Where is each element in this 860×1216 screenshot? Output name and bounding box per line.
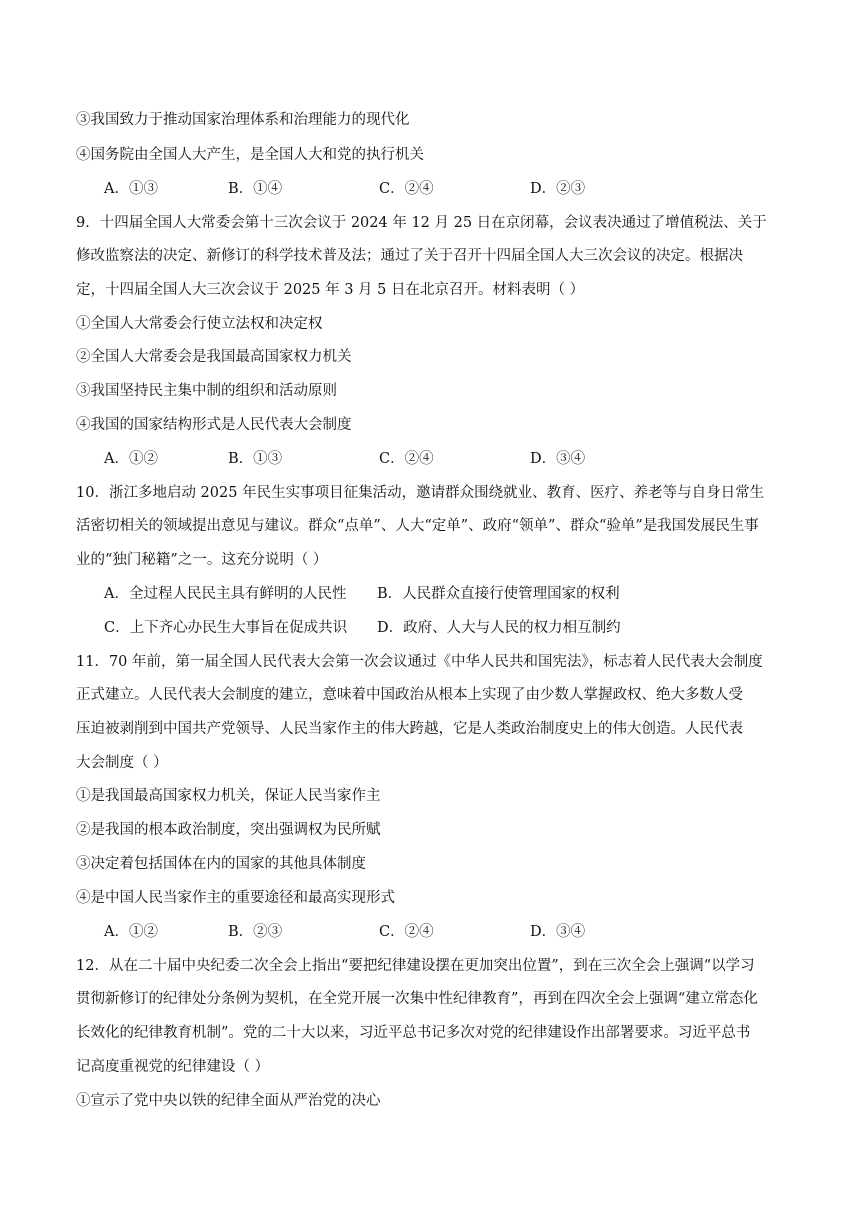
q10-option-b[interactable]: B．人民群众直接行使管理国家的权利	[377, 586, 620, 602]
q11-option-a[interactable]: A．①②	[104, 924, 158, 940]
q11-option-b[interactable]: B．②③	[228, 924, 283, 940]
q11-stem-line: 大会制度（ ）	[76, 755, 168, 771]
q12-stem-line: 记高度重视党的纪律建设（ ）	[76, 1059, 270, 1075]
q12-stem-line: 长效化的纪律教育机制”。党的二十大以来，习近平总书记多次对党的纪律建设作出部署要求。习近平总书	[76, 1025, 751, 1041]
q11-option-d[interactable]: D．③④	[530, 924, 586, 940]
q11-stem-line: 压迫被剥削到中国共产党领导、人民当家作主的伟大跨越，它是人类政治制度史上的伟大创造。人民代表	[76, 721, 743, 737]
q9-statement-1: ①全国人大常委会行使立法权和决定权	[76, 316, 323, 332]
q8-statement-4: ④国务院由全国人大产生，是全国人大和党的执行机关	[76, 147, 424, 163]
q11-statement-2: ②是我国的根本政治制度，突出强调权为民所赋	[76, 822, 381, 838]
q9-stem-line: 9．十四届全国人大常委会第十三次会议于 2024 年 12 月 25 日在京闭幕，会议表决通过了增值税法、关于	[76, 215, 767, 231]
q10-option-c[interactable]: C．上下齐心办民生大事旨在促成共识	[104, 620, 348, 636]
q9-option-a[interactable]: A．①②	[104, 451, 158, 467]
q10-stem-line: 活密切相关的领域提出意见与建议。群众“点单”、人大“定单”、政府“领单”、群众“验单”是我国发展民生事	[76, 518, 759, 534]
q12-stem-line: 贯彻新修订的纪律处分条例为契机，在全党开展一次集中性纪律教育”，再到在四次全会上强调“建立常态化	[76, 991, 758, 1007]
q12-statement-1: ①宣示了党中央以铁的纪律全面从严治党的决心	[76, 1093, 381, 1109]
q10-stem-line: 10．浙江多地启动 2025 年民生实事项目征集活动，邀请群众围绕就业、教育、医疗、养老等与自身日常生	[76, 485, 765, 501]
q9-statement-3: ③我国坚持民主集中制的组织和活动原则	[76, 383, 337, 399]
q8-option-a[interactable]: A．①③	[104, 181, 158, 197]
q9-statement-4: ④我国的国家结构形式是人民代表大会制度	[76, 417, 352, 433]
q9-stem-line: 修改监察法的决定、新修订的科学技术普及法；通过了关于召开十四届全国人大三次会议的决定。根据决	[76, 248, 743, 264]
q12-stem-line: 12．从在二十届中央纪委二次全会上指出“要把纪律建设摆在更加突出位置”，到在三次全会上强调“以学习	[76, 958, 755, 974]
q10-option-d[interactable]: D．政府、人大与人民的权力相互制约	[377, 620, 621, 636]
q8-option-b[interactable]: B．①④	[228, 181, 283, 197]
q9-option-d[interactable]: D．③④	[530, 451, 586, 467]
q10-stem-line: 业的“独门秘籍”之一。这充分说明（ ）	[76, 552, 328, 568]
q11-stem-line: 正式建立。人民代表大会制度的建立，意味着中国政治从根本上实现了由少数人掌握政权、绝大多数人受	[76, 687, 743, 703]
q9-option-c[interactable]: C．②④	[379, 451, 434, 467]
q9-stem-line: 定，十四届全国人大三次会议于 2025 年 3 月 5 日在北京召开。材料表明（ ）	[76, 282, 585, 298]
q11-option-c[interactable]: C．②④	[379, 924, 434, 940]
q11-stem-line: 11．70 年前，第一届全国人民代表大会第一次会议通过《中华人民共和国宪法》，标志着人民代表大会制度	[76, 654, 763, 670]
q11-statement-3: ③决定着包括国体在内的国家的其他具体制度	[76, 856, 366, 872]
q10-option-a[interactable]: A．全过程人民民主具有鲜明的人民性	[104, 586, 347, 602]
q8-option-d[interactable]: D．②③	[530, 181, 586, 197]
q11-statement-1: ①是我国最高国家权力机关，保证人民当家作主	[76, 788, 381, 804]
q9-option-b[interactable]: B．①③	[228, 451, 283, 467]
q9-statement-2: ②全国人大常委会是我国最高国家权力机关	[76, 349, 352, 365]
q11-statement-4: ④是中国人民当家作主的重要途径和最高实现形式	[76, 890, 395, 906]
q8-statement-3: ③我国致力于推动国家治理体系和治理能力的现代化	[76, 112, 410, 128]
q8-option-c[interactable]: C．②④	[379, 181, 434, 197]
